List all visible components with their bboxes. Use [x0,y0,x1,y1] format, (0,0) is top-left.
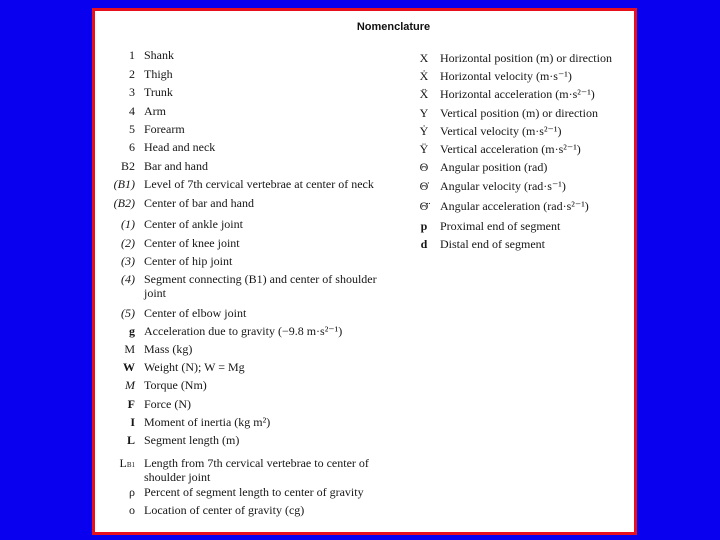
item-description: Torque (Nm) [144,378,207,392]
item-description: Segment connecting (B1) and center of shoulder joint [144,272,377,300]
item-description: Thigh [144,67,173,81]
item-symbol: p [420,219,428,233]
item-symbol: (1) [121,217,135,231]
item-description: Angular position (rad) [440,160,548,174]
item-symbol: (5) [121,306,135,320]
item-symbol: (B2) [113,196,135,210]
item-description: Segment length (m) [144,433,240,447]
item-description: Trunk [144,85,173,99]
item-symbol: F [127,397,135,411]
item-symbol: M [125,378,135,392]
item-description: Horizontal acceleration (m·s²⁻¹) [440,87,595,101]
item-symbol: (2) [121,236,135,250]
item-description: Arm [144,104,166,118]
item-symbol: B2 [120,159,135,173]
item-symbol: Ẍ [419,87,429,101]
item-symbol: d [420,237,428,251]
item-description: Vertical position (m) or direction [440,106,598,120]
item-description: Distal end of segment [440,237,545,251]
item-symbol: o [129,503,135,517]
item-description: Weight (N); W = Mg [144,360,245,374]
item-description: Mass (kg) [144,342,193,356]
item-symbol: X [419,51,429,65]
item-symbol: 1 [129,48,135,62]
item-symbol: Ÿ [419,142,429,156]
item-description: Center of ankle joint [144,217,243,231]
item-description: Level of 7th cervical vertebrae at center of neck [144,177,374,191]
item-symbol: Ẋ [419,69,429,83]
item-description: Forearm [144,122,185,136]
item-symbol: Ẏ [419,124,429,138]
item-description: Vertical acceleration (m·s²⁻¹) [440,142,581,156]
item-symbol: Θ̇ [419,179,429,193]
item-description: Length from 7th cervical vertebrae to center of shoulder joint [144,456,369,484]
item-description: Acceleration due to gravity (−9.8 m·s²⁻¹) [144,324,343,338]
item-symbol: 3 [129,85,135,99]
item-symbol: (B1) [113,177,135,191]
item-symbol: 4 [129,104,135,118]
item-description: Horizontal position (m) or direction [440,51,612,65]
page-title: Nomenclature [356,21,431,33]
item-description: Proximal end of segment [440,219,561,233]
item-description: Location of center of gravity (cg) [144,503,305,517]
item-symbol: I [130,415,135,429]
item-symbol-display: LB1 [119,456,135,470]
item-symbol: 6 [129,140,135,154]
item-symbol: 5 [129,122,135,136]
item-description: Moment of inertia (kg m²) [144,415,271,429]
item-symbol: Θ [419,160,429,174]
item-description: Angular velocity (rad·s⁻¹) [440,179,566,193]
item-description: Head and neck [144,140,216,154]
item-symbol: (3) [121,254,135,268]
item-symbol: L [126,433,135,447]
item-description: Center of knee joint [144,236,240,250]
item-description: Bar and hand [144,159,208,173]
item-symbol [95,456,135,470]
item-symbol: (4) [121,272,135,286]
item-symbol: Θ̈ [419,199,429,213]
item-description: Force (N) [144,397,191,411]
item-symbol: M [124,342,135,356]
item-description: Vertical velocity (m·s²⁻¹) [440,124,562,138]
item-description: Angular acceleration (rad·s²⁻¹) [440,199,589,213]
item-symbol: 2 [129,67,135,81]
item-description: Center of bar and hand [144,196,254,210]
item-symbol: W [123,360,135,374]
item-symbol: Y [419,106,429,120]
slide-frame [92,8,637,535]
item-description: Center of elbow joint [144,306,247,320]
item-description: Percent of segment length to center of gravity [144,485,364,499]
item-description: Shank [144,48,174,62]
item-symbol: ρ [129,485,135,499]
item-symbol: g [129,324,135,338]
item-description: Horizontal velocity (m·s⁻¹) [440,69,572,83]
item-description: Center of hip joint [144,254,233,268]
